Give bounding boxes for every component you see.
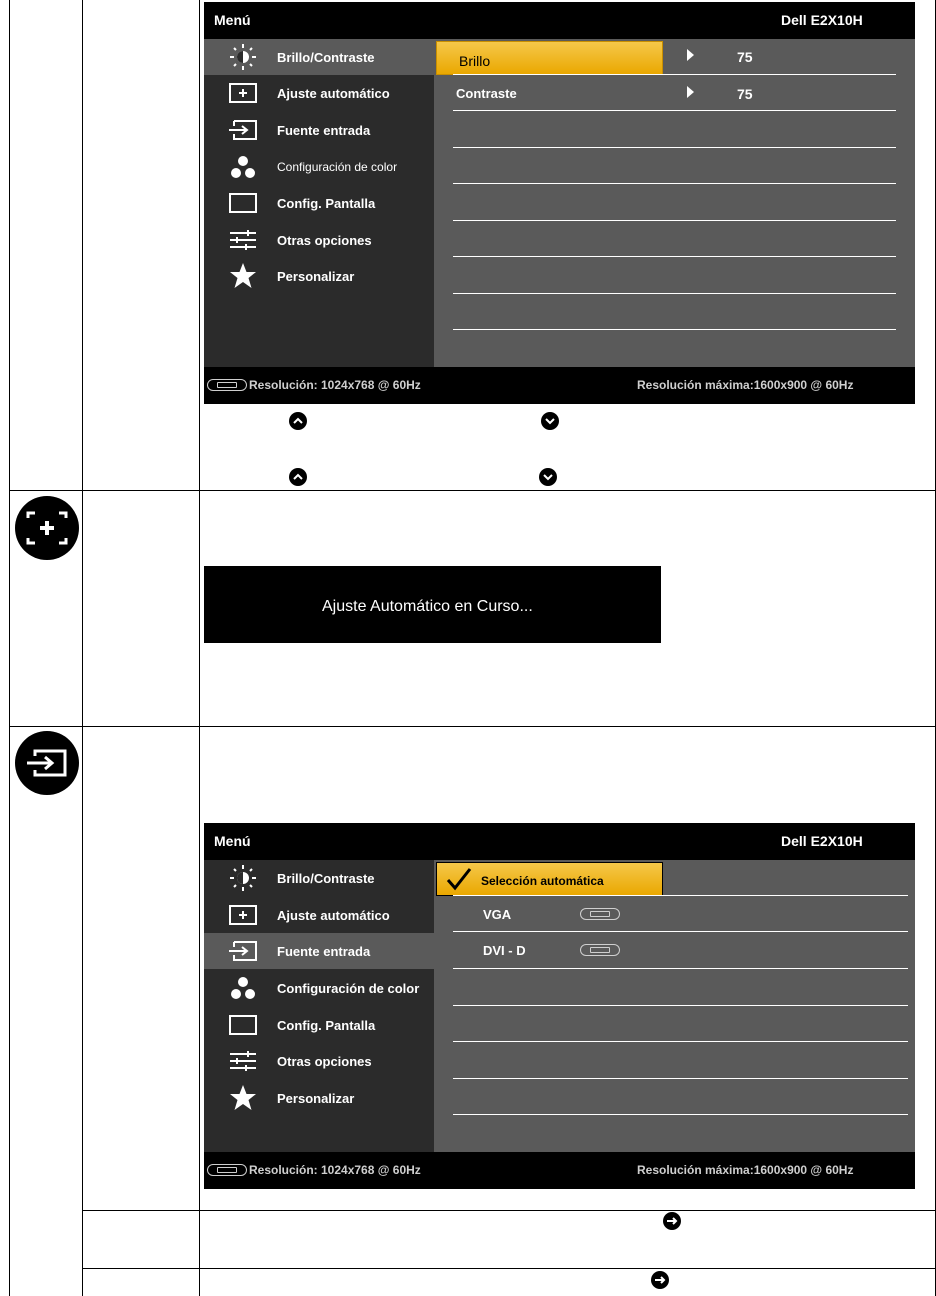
submenu-divider	[453, 895, 908, 896]
menu-item-label: Brillo/Contraste	[277, 50, 375, 65]
checkmark-icon	[445, 867, 473, 891]
dvi-connector-icon	[580, 944, 620, 956]
menu-item-label: Personalizar	[277, 1091, 355, 1106]
menu-item-label: Config. Pantalla	[277, 196, 376, 211]
submenu-divider	[453, 147, 896, 148]
menu-item-auto-adjust[interactable]	[204, 75, 434, 111]
star-icon	[228, 263, 258, 289]
star-icon	[228, 1085, 258, 1111]
osd-header	[204, 2, 915, 39]
submenu-divider	[453, 256, 896, 257]
submenu-divider	[453, 1005, 908, 1006]
other-settings-icon	[228, 1048, 258, 1074]
row-divider-3	[82, 1210, 936, 1211]
osd-model-name: Dell E2X10H	[781, 833, 863, 849]
menu-item-auto-adjust[interactable]	[204, 897, 434, 933]
table-divider-2	[199, 0, 200, 1296]
brightness-value: 75	[737, 49, 753, 65]
up-button-icon	[289, 412, 307, 430]
down-button-icon	[539, 468, 557, 486]
arrow-right-icon	[687, 86, 694, 98]
auto-adjust-icon	[228, 902, 258, 928]
current-resolution: Resolución: 1024x768 @ 60Hz	[249, 378, 421, 392]
submenu-item-dvi[interactable]: DVI - D	[483, 943, 526, 958]
osd-menu-brightness	[204, 2, 915, 404]
display-settings-icon	[228, 1012, 258, 1038]
vga-connector-icon	[207, 1164, 247, 1176]
osd-submenu	[434, 39, 915, 367]
submenu-divider	[453, 110, 896, 111]
row-divider-2	[9, 726, 936, 727]
down-button-icon	[541, 412, 559, 430]
menu-item-label: Ajuste automático	[277, 908, 390, 923]
menu-item-label: Otras opciones	[277, 1054, 372, 1069]
osd-main-menu	[204, 39, 434, 367]
menu-item-label: Fuente entrada	[277, 123, 371, 138]
input-source-icon	[228, 117, 258, 143]
osd-menu-input-source	[204, 823, 915, 1189]
submenu-divider	[453, 968, 908, 969]
submenu-item-brightness[interactable]: Brillo	[436, 41, 663, 75]
submenu-divider	[453, 74, 896, 75]
menu-item-personalize[interactable]	[204, 1080, 434, 1116]
menu-button-icon	[651, 1271, 669, 1289]
menu-item-label: Brillo/Contraste	[277, 871, 375, 886]
auto-adjust-icon	[15, 496, 79, 560]
input-source-icon	[228, 938, 258, 964]
submenu-divider	[453, 931, 908, 932]
arrow-right-icon	[687, 49, 694, 61]
menu-item-other-settings[interactable]	[204, 222, 434, 258]
menu-item-input-source[interactable]	[204, 933, 434, 969]
menu-item-label: Config. Pantalla	[277, 1018, 376, 1033]
menu-item-color-settings[interactable]	[204, 149, 434, 185]
vga-connector-icon	[207, 379, 247, 391]
submenu-divider	[453, 1078, 908, 1079]
contrast-value: 75	[737, 86, 753, 102]
max-resolution: Resolución máxima:1600x900 @ 60Hz	[637, 1163, 854, 1177]
submenu-item-vga[interactable]: VGA	[483, 907, 512, 922]
osd-status-bar	[204, 367, 915, 404]
submenu-divider	[453, 1114, 908, 1115]
menu-item-display-settings[interactable]	[204, 185, 434, 221]
menu-item-color-settings[interactable]	[204, 970, 434, 1006]
menu-item-personalize[interactable]	[204, 258, 434, 294]
submenu-item-contrast[interactable]: Contraste	[456, 86, 517, 101]
row-divider-4	[82, 1268, 936, 1269]
menu-item-label: Fuente entrada	[277, 944, 371, 959]
osd-submenu	[434, 860, 915, 1152]
color-settings-icon	[228, 975, 258, 1001]
menu-item-brightness-contrast[interactable]	[204, 39, 434, 75]
menu-item-label: Configuración de color	[277, 160, 398, 174]
submenu-divider	[453, 1041, 908, 1042]
display-settings-icon	[228, 190, 258, 216]
menu-item-label: Configuración de color	[277, 981, 420, 996]
submenu-divider	[453, 329, 896, 330]
osd-model-name: Dell E2X10H	[781, 12, 863, 28]
osd-menu-title: Menú	[214, 12, 251, 28]
other-settings-icon	[228, 227, 258, 253]
table-divider-1	[82, 0, 83, 1296]
brightness-icon	[228, 44, 258, 70]
menu-item-input-source[interactable]	[204, 112, 434, 148]
osd-header	[204, 823, 915, 860]
row-divider-1	[9, 490, 936, 491]
submenu-divider	[453, 183, 896, 184]
table-border-left	[9, 0, 10, 1296]
auto-adjust-dialog	[204, 566, 661, 643]
submenu-divider	[453, 293, 896, 294]
menu-button-icon	[663, 1212, 681, 1230]
menu-item-other-settings[interactable]	[204, 1043, 434, 1079]
up-button-icon	[289, 468, 307, 486]
osd-main-menu	[204, 860, 434, 1152]
menu-item-label: Personalizar	[277, 269, 355, 284]
current-resolution: Resolución: 1024x768 @ 60Hz	[249, 1163, 421, 1177]
max-resolution: Resolución máxima:1600x900 @ 60Hz	[637, 378, 854, 392]
menu-item-label: Ajuste automático	[277, 86, 390, 101]
vga-connector-icon	[580, 908, 620, 920]
menu-item-brightness-contrast[interactable]	[204, 860, 434, 896]
auto-adjust-icon	[228, 80, 258, 106]
menu-item-label: Otras opciones	[277, 233, 372, 248]
osd-status-bar	[204, 1152, 915, 1189]
color-settings-icon	[228, 154, 258, 180]
input-source-icon	[15, 731, 79, 795]
brightness-icon	[228, 865, 258, 891]
auto-adjust-message: Ajuste Automático en Curso...	[322, 598, 533, 615]
osd-menu-title: Menú	[214, 833, 251, 849]
menu-item-display-settings[interactable]	[204, 1007, 434, 1043]
submenu-item-auto-select[interactable]: Selección automática	[436, 862, 663, 896]
submenu-divider	[453, 220, 896, 221]
